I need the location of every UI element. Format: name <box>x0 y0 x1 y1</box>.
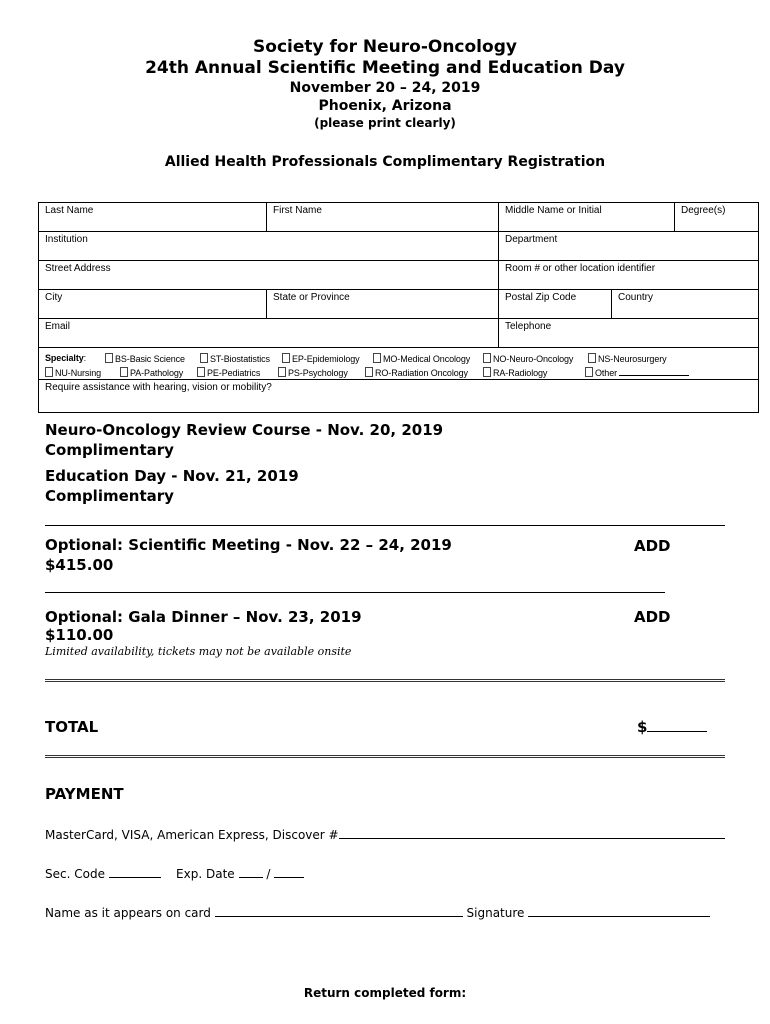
checkbox-icon[interactable] <box>483 367 491 377</box>
meeting-title: 24th Annual Scientific Meeting and Education Day <box>145 58 625 78</box>
card-number-label: MasterCard, VISA, American Express, Discover # <box>45 828 339 842</box>
specialty-option[interactable]: NO-Neuro-Oncology <box>483 353 573 364</box>
checkbox-icon[interactable] <box>588 353 596 363</box>
double-divider <box>45 679 725 682</box>
street-label: Street Address <box>45 263 111 274</box>
specialty-option[interactable]: EP-Epidemiology <box>282 353 360 364</box>
total-label: TOTAL <box>45 718 99 736</box>
department-label: Department <box>505 234 558 245</box>
specialty-cell: Specialty: BS-Basic Science ST-Biostatistics EP-Epidemiology MO-Medical Oncology NO-Neuro-Oncology NS-Neurosurgery NU-Nursing PA-Pathology PE-Pediatrics PS-Psychology RO-Radiation Oncology RA-Radiology Other <box>39 348 759 380</box>
specialty-option[interactable]: NU-Nursing <box>45 367 101 378</box>
registration-table <box>38 202 759 413</box>
other-specialty-line[interactable] <box>619 367 689 376</box>
specialty-option[interactable]: PA-Pathology <box>120 367 183 378</box>
checkbox-icon[interactable] <box>585 367 593 377</box>
card-number-field[interactable] <box>339 826 725 839</box>
meeting-dates: November 20 – 24, 2019 <box>289 80 481 96</box>
specialty-option[interactable]: PS-Psychology <box>278 367 348 378</box>
divider <box>45 525 725 526</box>
return-form-label: Return completed form: <box>303 986 467 1000</box>
assistance-label: Require assistance with hearing, vision or mobility? <box>45 382 272 393</box>
gala-dinner-title: Optional: Gala Dinner – Nov. 23, 2019 <box>45 608 362 626</box>
country-label: Country <box>618 292 654 303</box>
specialty-option[interactable]: MO-Medical Oncology <box>373 353 470 364</box>
form-title: Allied Health Professionals Complimentary Registration <box>164 154 606 170</box>
checkbox-icon[interactable] <box>282 353 290 363</box>
divider <box>45 592 665 593</box>
department-field[interactable] <box>499 232 759 261</box>
room-field[interactable] <box>499 261 759 290</box>
specialty-option[interactable]: RO-Radiation Oncology <box>365 367 468 378</box>
city-field[interactable] <box>39 290 267 319</box>
payment-title: PAYMENT <box>45 785 124 803</box>
last-name-field[interactable] <box>39 203 267 232</box>
specialty-option[interactable]: RA-Radiology <box>483 367 547 378</box>
institution-label: Institution <box>45 234 88 245</box>
specialty-option[interactable]: ST-Biostatistics <box>200 353 270 364</box>
specialty-option[interactable]: NS-Neurosurgery <box>588 353 667 364</box>
scientific-meeting-title: Optional: Scientific Meeting - Nov. 22 – 24, 2019 <box>45 536 452 554</box>
institution-field[interactable] <box>39 232 499 261</box>
checkbox-icon[interactable] <box>197 367 205 377</box>
exp-month-field[interactable] <box>239 865 263 878</box>
telephone-label: Telephone <box>505 321 552 332</box>
specialty-option[interactable]: PE-Pediatrics <box>197 367 260 378</box>
specialty-option[interactable]: BS-Basic Science <box>105 353 185 364</box>
exp-year-field[interactable] <box>274 865 304 878</box>
state-label: State or Province <box>273 292 350 303</box>
checkbox-icon[interactable] <box>278 367 286 377</box>
street-field[interactable] <box>39 261 499 290</box>
name-on-card-label: Name as it appears on card <box>45 906 211 920</box>
state-field[interactable] <box>267 290 499 319</box>
review-course-price: Complimentary <box>45 441 174 459</box>
postal-label: Postal Zip Code <box>505 292 577 303</box>
print-instruction: (please print clearly) <box>314 116 456 130</box>
dollar-sign: $ <box>637 718 648 736</box>
gala-dinner-price: $110.00 <box>45 626 114 644</box>
double-divider <box>45 755 725 758</box>
gala-dinner-add[interactable]: ADD <box>634 608 671 626</box>
first-name-label: First Name <box>273 205 322 216</box>
middle-name-label: Middle Name or Initial <box>505 205 602 216</box>
city-label: City <box>45 292 63 303</box>
last-name-label: Last Name <box>45 205 94 216</box>
scientific-meeting-price: $415.00 <box>45 556 114 574</box>
checkbox-icon[interactable] <box>483 353 491 363</box>
assistance-field[interactable] <box>39 380 759 413</box>
name-on-card-field[interactable] <box>215 904 463 917</box>
sec-exp-row <box>45 865 304 881</box>
checkbox-icon[interactable] <box>45 367 53 377</box>
checkbox-icon[interactable] <box>200 353 208 363</box>
specialty-label: Specialty <box>45 353 84 363</box>
signature-label: Signature <box>466 906 525 920</box>
total-amount[interactable] <box>637 717 707 737</box>
exp-slash: / <box>266 867 271 881</box>
signature-field[interactable] <box>528 904 710 917</box>
first-name-field[interactable] <box>267 203 499 232</box>
education-day-price: Complimentary <box>45 487 174 505</box>
total-blank[interactable] <box>647 717 707 732</box>
postal-field[interactable] <box>499 290 612 319</box>
name-signature-row <box>45 904 710 920</box>
telephone-field[interactable] <box>499 319 759 348</box>
checkbox-icon[interactable] <box>105 353 113 363</box>
specialty-option-other[interactable]: Other <box>585 367 689 378</box>
degrees-field[interactable] <box>675 203 759 232</box>
scientific-meeting-add[interactable]: ADD <box>634 537 671 555</box>
sec-code-label: Sec. Code <box>45 867 105 881</box>
org-title: Society for Neuro-Oncology <box>253 37 517 57</box>
gala-availability-note: Limited availability, tickets may not be available onsite <box>45 645 352 658</box>
middle-name-field[interactable] <box>499 203 675 232</box>
email-label: Email <box>45 321 71 332</box>
exp-date-label: Exp. Date <box>176 867 235 881</box>
card-number-row <box>45 826 725 842</box>
review-course-title: Neuro-Oncology Review Course - Nov. 20, 2019 <box>45 421 444 439</box>
education-day-title: Education Day - Nov. 21, 2019 <box>45 467 299 485</box>
degrees-label: Degree(s) <box>681 205 726 216</box>
checkbox-icon[interactable] <box>365 367 373 377</box>
checkbox-icon[interactable] <box>120 367 128 377</box>
email-field[interactable] <box>39 319 499 348</box>
sec-code-field[interactable] <box>109 865 161 878</box>
meeting-location: Phoenix, Arizona <box>318 98 452 114</box>
country-field[interactable] <box>612 290 759 319</box>
room-label: Room # or other location identifier <box>505 263 656 274</box>
checkbox-icon[interactable] <box>373 353 381 363</box>
